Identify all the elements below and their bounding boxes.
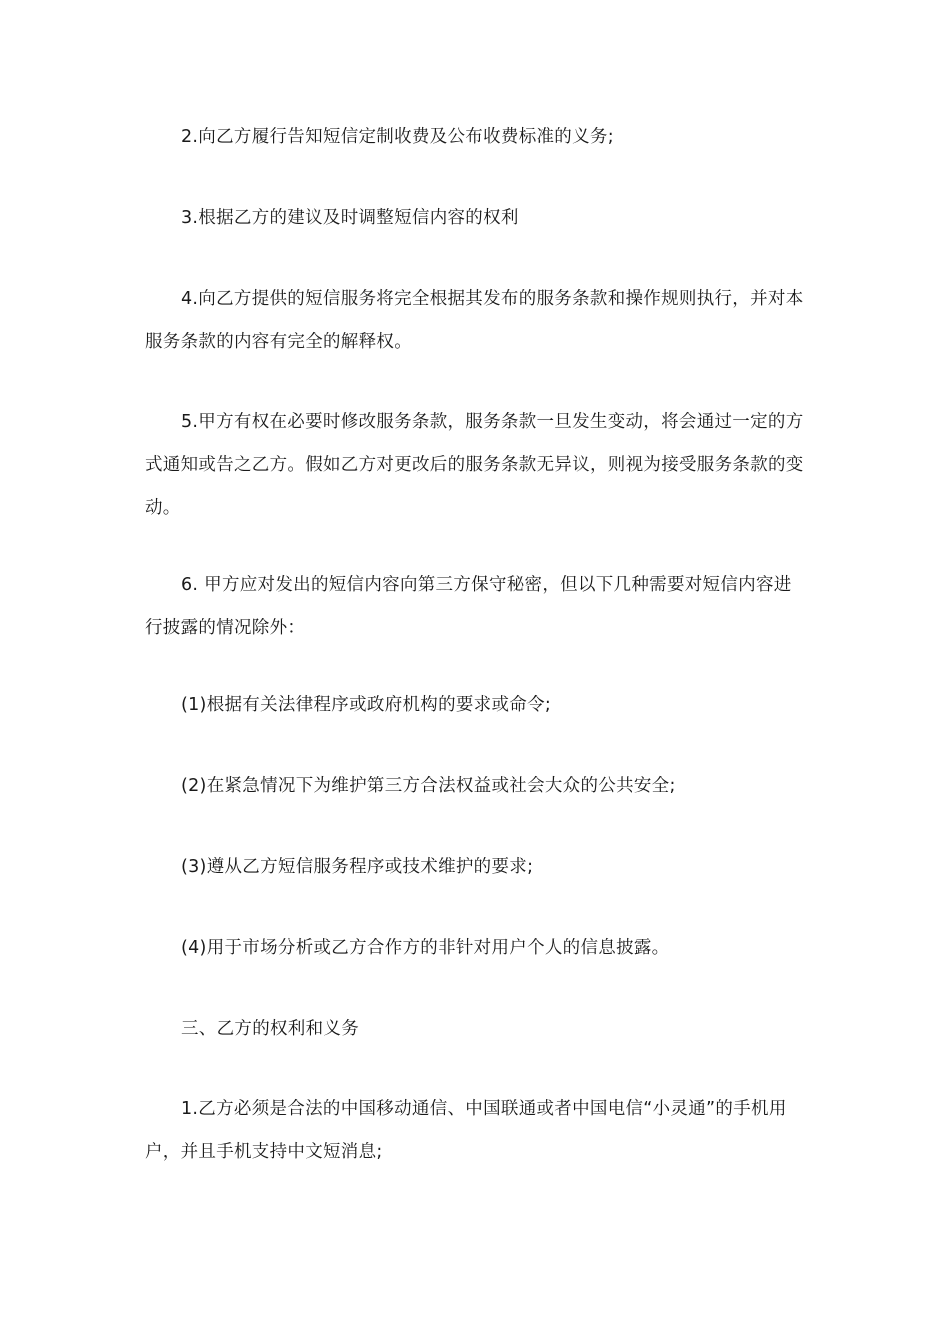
paragraph-3-adjust-content: 3.根据乙方的建议及时调整短信内容的权利 <box>181 208 519 228</box>
paragraph-1-party-b-mobile-user: 1.乙方必须是合法的中国移动通信、中国联通或者中国电信“小灵通”的手机用户，并且手机支持中文短消息; <box>145 1099 787 1162</box>
list-item-exception-3: (3)遵从乙方短信服务程序或技术维护的要求; <box>181 857 534 877</box>
list-item-exception-4: (4)用于市场分析或乙方合作方的非针对用户个人的信息披露。 <box>181 938 670 958</box>
paragraph-2-obligation-notify-fees: 2.向乙方履行告知短信定制收费及公布收费标准的义务; <box>181 127 614 147</box>
paragraph-4-service-terms: 4.向乙方提供的短信服务将完全根据其发布的服务条款和操作规则执行，并对本服务条款的内容有完全的解释权。 <box>145 289 804 352</box>
section-heading-party-b-rights: 三、乙方的权利和义务 <box>181 1019 359 1039</box>
paragraph-5-modify-terms: 5.甲方有权在必要时修改服务条款，服务条款一旦发生变动，将会通过一定的方式通知或告之乙方。假如乙方对更改后的服务条款无异议，则视为接受服务条款的变动。 <box>145 412 804 518</box>
list-item-exception-1: (1)根据有关法律程序或政府机构的要求或命令; <box>181 695 552 715</box>
list-item-exception-2: (2)在紧急情况下为维护第三方合法权益或社会大众的公共安全; <box>181 776 676 796</box>
paragraph-6-confidentiality: 6. 甲方应对发出的短信内容向第三方保守秘密，但以下几种需要对短信内容进行披露的情况除外： <box>145 575 792 638</box>
